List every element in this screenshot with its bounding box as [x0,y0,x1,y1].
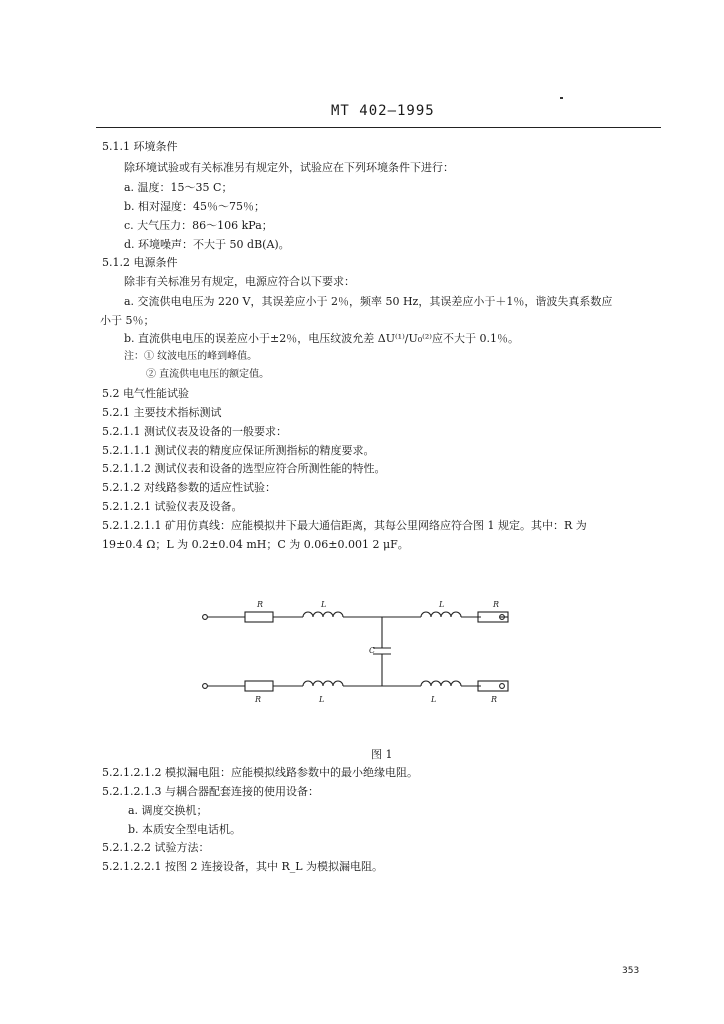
resistor-bottom-right [478,681,508,691]
label-c: C [369,646,376,655]
resistor-top-left [245,612,273,622]
section-5-2-1-1-1: 5.2.1.1.1 测试仪表的精度应保证所测指标的精度要求。 [102,444,375,457]
list-item: d. 环境噪声：不大于 50 dB(A)。 [124,238,290,251]
label-l: L [439,600,445,609]
section-5-1-2: 5.1.2 电源条件 [102,256,178,269]
section-5-2-1: 5.2.1 主要技术指标测试 [102,406,222,419]
section-5-2-1-1-2: 5.2.1.1.2 测试仪表和设备的选型应符合所测性能的特性。 [102,462,386,475]
section-5-2-1-2-2: 5.2.1.2.2 试验方法： [102,841,210,854]
section-5-2-1-2-1-2: 5.2.1.2.1.2 模拟漏电阻：应能模拟线路参数中的最小绝缘电阻。 [102,766,418,779]
inductor-bottom-right [421,681,461,686]
section-5-2: 5.2 电气性能试验 [102,387,189,400]
text-line: 小于 5％； [100,314,155,327]
list-item: a. 温度：15～35 C； [124,181,233,194]
page-number: 353 [622,966,640,976]
note-line: ② 直流供电电压的额定值。 [146,369,270,380]
inductor-top-right [421,612,461,617]
list-item: b. 直流供电电压的误差应小于±2％，电压纹波允差 ΔU⁽¹⁾/U₀⁽²⁾应不大于 0.1％。 [124,332,519,345]
label-l: L [431,695,437,704]
label-l: L [319,695,325,704]
label-r: R [493,600,500,609]
inductor-bottom-left [303,681,343,686]
terminal-top-left [203,615,208,620]
section-5-2-1-1: 5.2.1.1 测试仪表及设备的一般要求： [102,425,287,438]
figure-caption: 图 1 [371,748,393,761]
section-5-1-1: 5.1.1 环境条件 [102,140,178,153]
section-5-2-1-2-1: 5.2.1.2.1 试验仪表及设备。 [102,500,243,513]
terminal-bottom-right [500,684,505,689]
label-r: R [255,695,262,704]
list-item: b. 本质安全型电话机。 [128,823,242,836]
list-item: c. 大气压力：86～106 kPa； [124,219,273,232]
note-line: 注：① 纹波电压的峰到峰值。 [124,351,258,362]
list-item: a. 调度交换机； [128,804,208,817]
text-line: 除非有关标准另有规定，电源应符合以下要求： [124,275,355,288]
list-item: b. 相对湿度：45％～75％； [124,200,266,213]
section-5-2-1-2-1-1: 5.2.1.2.1.1 矿用仿真线：应能模拟井下最大通信距离，其每公里网络应符合图 1 规定。其中：R 为 [102,519,587,532]
resistor-bottom-left [245,681,273,691]
section-5-2-1-2: 5.2.1.2 对线路参数的适应性试验： [102,481,276,494]
standard-number: MT 402—1995 [331,103,435,119]
list-item: a. 交流供电电压为 220 V，其误差应小于 2％，频率 50 Hz，其误差应小于＋1％，谐波失真系数应 [124,295,613,308]
label-r: R [491,695,498,704]
section-5-2-1-2-2-1: 5.2.1.2.2.1 按图 2 连接设备，其中 R_L 为模拟漏电阻。 [102,860,384,873]
figure-1-circuit [195,590,515,708]
section-5-2-1-2-1-3: 5.2.1.2.1.3 与耦合器配套连接的使用设备： [102,785,319,798]
text-line: 除环境试验或有关标准另有规定外，试验应在下列环境条件下进行： [124,161,454,174]
inductor-top-left [303,612,343,617]
scan-dot [560,97,563,99]
terminal-bottom-left [203,684,208,689]
label-r: R [257,600,264,609]
text-line: 19±0.4 Ω；L 为 0.2±0.04 mH；C 为 0.06±0.001 2 μF。 [102,538,409,551]
label-l: L [321,600,327,609]
header-rule [96,127,661,128]
